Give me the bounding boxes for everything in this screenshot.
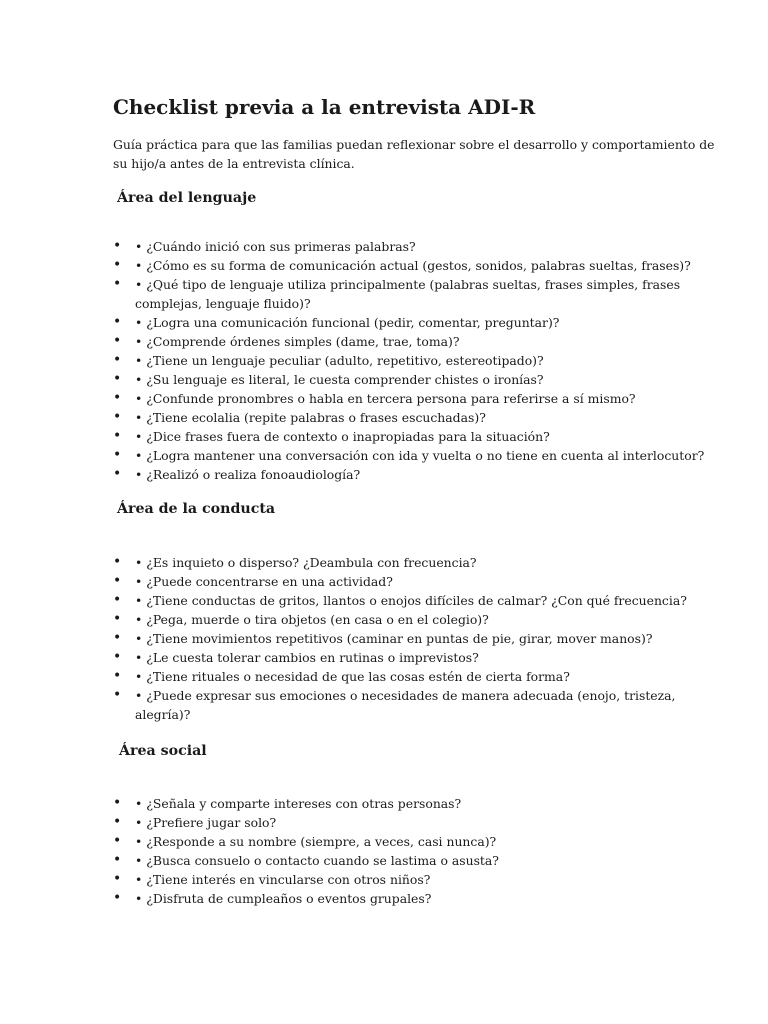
list-item [113, 370, 728, 389]
section-heading: Área del lenguaje [117, 190, 257, 206]
bullet-icon: • [113, 611, 122, 627]
list-item [113, 648, 728, 667]
question-text: • ¿Logra una comunicación funcional (pedir, comentar, preguntar)? [135, 315, 560, 330]
document-title: Checklist previa a la entrevista ADI-R [113, 95, 536, 119]
bullet-icon: • [113, 371, 122, 387]
list-item [113, 237, 728, 256]
question-text: • ¿Tiene movimientos repetitivos (caminar en puntas de pie, girar, mover manos)? [135, 631, 653, 646]
list-item [113, 332, 728, 351]
bullet-icon: • [113, 352, 122, 368]
section-heading: Área social [119, 743, 207, 759]
bullet-icon: • [113, 573, 122, 589]
question-text: • ¿Prefiere jugar solo? [135, 815, 277, 830]
list-item [113, 813, 728, 832]
question-text: • ¿Disfruta de cumpleaños o eventos grupales? [135, 891, 432, 906]
list-item [113, 851, 728, 870]
question-text: • ¿Logra mantener una conversación con ida y vuelta o no tiene en cuenta al interlocutor? [135, 448, 705, 463]
bullet-icon: • [113, 466, 122, 482]
list-item [113, 389, 728, 408]
bullet-icon: • [113, 554, 122, 570]
question-text: • ¿Su lenguaje es literal, le cuesta comprender chistes o ironías? [135, 372, 544, 387]
bullet-icon: • [113, 314, 122, 330]
section-heading: Área de la conducta [117, 501, 276, 517]
section-lenguaje [113, 188, 728, 484]
question-text: • ¿Cuándo inició con sus primeras palabras? [135, 239, 416, 254]
list-item [113, 610, 728, 629]
bullet-icon: • [113, 630, 122, 646]
question-text: • ¿Cómo es su forma de comunicación actual (gestos, sonidos, palabras sueltas, frases)? [135, 258, 691, 273]
list-item [113, 870, 728, 889]
list-item [113, 889, 728, 908]
list-item [113, 686, 728, 724]
bullet-icon: • [113, 592, 122, 608]
bullet-icon: • [113, 333, 122, 349]
bullet-icon: • [113, 390, 122, 406]
bullet-icon: • [113, 890, 122, 906]
list-item [113, 351, 728, 370]
bullet-icon: • [113, 852, 122, 868]
bullet-icon: • [113, 687, 122, 703]
question-text: • ¿Tiene conductas de gritos, llantos o enojos difíciles de calmar? ¿Con qué frecuencia? [135, 593, 687, 608]
bullet-icon: • [113, 649, 122, 665]
list-item [113, 256, 728, 275]
list-item [113, 465, 728, 484]
bullet-icon: • [113, 428, 122, 444]
list-item [113, 427, 728, 446]
bullet-icon: • [113, 814, 122, 830]
question-text: • ¿Confunde pronombres o habla en tercera persona para referirse a sí mismo? [135, 391, 636, 406]
question-text: • ¿Le cuesta tolerar cambios en rutinas o imprevistos? [135, 650, 479, 665]
question-text: • ¿Tiene rituales o necesidad de que las cosas estén de cierta forma? [135, 669, 570, 684]
bullet-icon: • [113, 871, 122, 887]
list-item [113, 313, 728, 332]
question-text: • ¿Responde a su nombre (siempre, a veces, casi nunca)? [135, 834, 497, 849]
question-text: • ¿Puede concentrarse en una actividad? [135, 574, 393, 589]
question-text: • ¿Tiene ecolalia (repite palabras o frases escuchadas)? [135, 410, 486, 425]
question-list [113, 794, 728, 908]
bullet-icon: • [113, 447, 122, 463]
list-item [113, 275, 728, 313]
bullet-icon: • [113, 409, 122, 425]
question-text: • ¿Qué tipo de lenguaje utiliza principalmente (palabras sueltas, frases simples, frases complejas, lenguaje fluido)? [135, 277, 681, 311]
bullet-icon: • [113, 795, 122, 811]
list-item [113, 553, 728, 572]
bullet-icon: • [113, 276, 122, 292]
list-item [113, 794, 728, 813]
section-conducta [113, 499, 728, 724]
question-text: • ¿Tiene interés en vincularse con otros niños? [135, 872, 431, 887]
question-text: • ¿Puede expresar sus emociones o necesidades de manera adecuada (enojo, tristeza, alegría)? [135, 688, 676, 722]
section-social [113, 741, 728, 908]
question-text: • ¿Señala y comparte intereses con otras personas? [135, 796, 462, 811]
question-text: • ¿Tiene un lenguaje peculiar (adulto, repetitivo, estereotipado)? [135, 353, 544, 368]
question-text: • ¿Es inquieto o disperso? ¿Deambula con frecuencia? [135, 555, 477, 570]
intro-paragraph: Guía práctica para que las familias puedan reflexionar sobre el desarrollo y comportamiento de su hijo/a antes de la entrevista clínica. [113, 137, 715, 171]
list-item [113, 572, 728, 591]
question-text: • ¿Busca consuelo o contacto cuando se lastima o asusta? [135, 853, 499, 868]
question-list [113, 553, 728, 724]
question-text: • ¿Dice frases fuera de contexto o inapropiadas para la situación? [135, 429, 550, 444]
bullet-icon: • [113, 668, 122, 684]
list-item [113, 832, 728, 851]
bullet-icon: • [113, 833, 122, 849]
list-item [113, 591, 728, 610]
list-item [113, 629, 728, 648]
list-item [113, 408, 728, 427]
bullet-icon: • [113, 257, 122, 273]
bullet-icon: • [113, 238, 122, 254]
list-item [113, 446, 728, 465]
list-item [113, 667, 728, 686]
question-list [113, 237, 728, 484]
question-text: • ¿Comprende órdenes simples (dame, trae, toma)? [135, 334, 460, 349]
question-text: • ¿Pega, muerde o tira objetos (en casa o en el colegio)? [135, 612, 489, 627]
question-text: • ¿Realizó o realiza fonoaudiología? [135, 467, 361, 482]
